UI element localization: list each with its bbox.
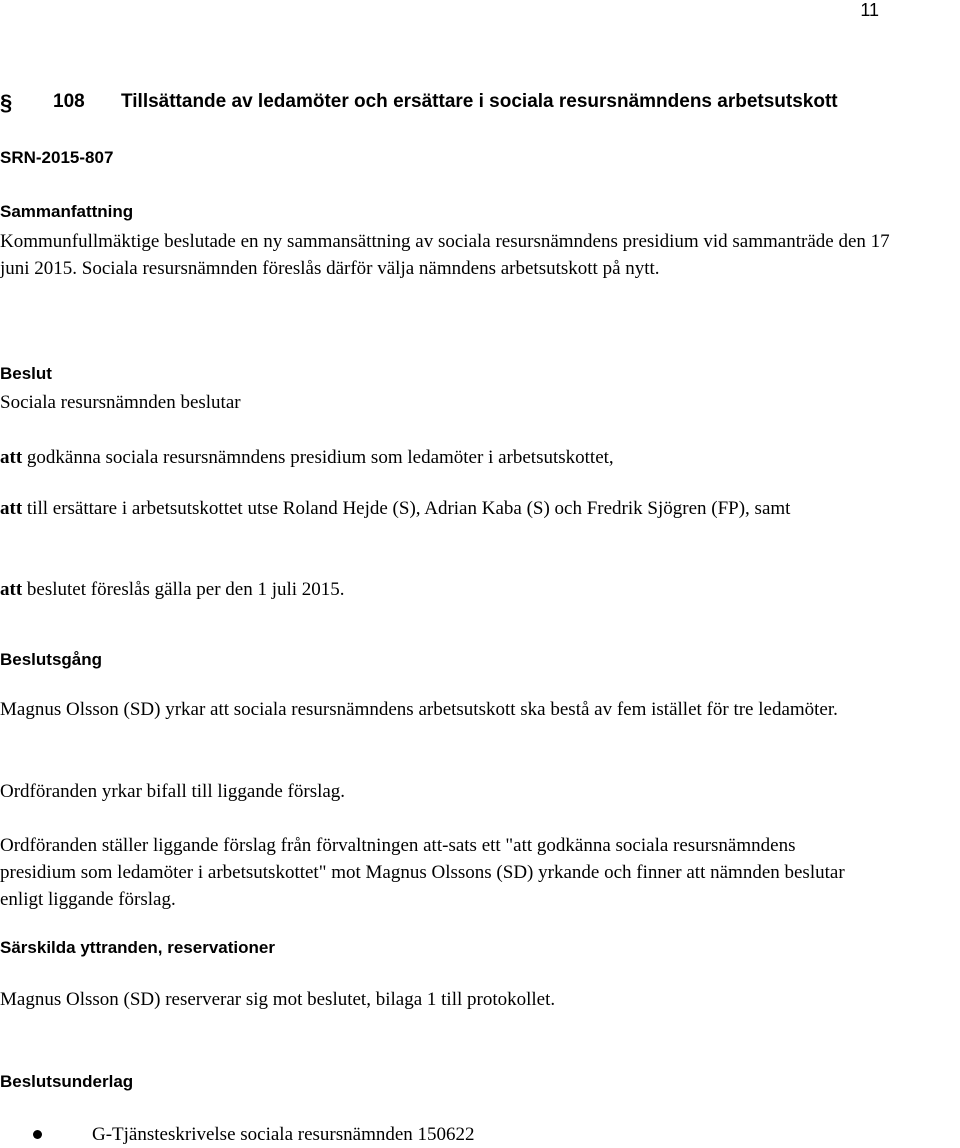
summary-heading: Sammanfattning — [0, 202, 134, 221]
att-keyword: att — [0, 498, 23, 519]
section-marker: § — [0, 90, 13, 115]
decision-point-text: godkänna sociala resursnämndens presidium som ledamöter i arbetsutskottet, — [22, 447, 614, 468]
decision-point — [0, 576, 345, 603]
process-paragraph: Ordföranden ställer liggande förslag från förvaltningen att-sats ett "att godkänna sociala resursnämndens presidium som ledamöter i arbetsutskottet" mot Magnus Olssons (SD) yrkande och finner att nämnden beslutar enligt liggande förslag. — [0, 835, 845, 910]
decision-point-text: beslutet föreslås gälla per den 1 juli 2015. — [22, 579, 345, 600]
decision-point — [0, 444, 614, 471]
process-paragraph: Ordföranden yrkar bifall till liggande förslag. — [0, 781, 346, 802]
case-number: SRN-2015-807 — [0, 148, 114, 167]
item-number: 108 — [53, 91, 85, 112]
decision-point-text: till ersättare i arbetsutskottet utse Roland Hejde (S), Adrian Kaba (S) och Fredrik Sjögren (FP), samt — [22, 498, 791, 519]
process-heading: Beslutsgång — [0, 650, 103, 669]
att-keyword: att — [0, 447, 23, 468]
decision-heading: Beslut — [0, 364, 52, 383]
decision-intro: Sociala resursnämnden beslutar — [0, 392, 241, 413]
special-statements-heading: Särskilda yttranden, reservationer — [0, 938, 275, 957]
page-number: 11 — [860, 0, 879, 20]
item-title: Tillsättande av ledamöter och ersättare i sociala resursnämndens arbetsutskott — [121, 91, 838, 112]
process-paragraph: Magnus Olsson (SD) yrkar att sociala resursnämndens arbetsutskott ska bestå av fem istället för tre ledamöter. — [0, 699, 838, 720]
list-item-text: G-Tjänsteskrivelse sociala resursnämnden 150622 — [92, 1124, 475, 1145]
bullet-icon — [33, 1130, 42, 1139]
decision-basis-heading: Beslutsunderlag — [0, 1072, 134, 1091]
att-keyword: att — [0, 579, 23, 600]
decision-point — [0, 495, 880, 522]
special-statements-text: Magnus Olsson (SD) reserverar sig mot beslutet, bilaga 1 till protokollet. — [0, 989, 556, 1010]
summary-text: Kommunfullmäktige beslutade en ny sammansättning av sociala resursnämndens presidium vid sammanträde den 17 juni 2015. Sociala resursnämnden föreslås därför välja nämndens arbetsutskott på nytt. — [0, 231, 890, 279]
item-heading — [0, 88, 960, 118]
